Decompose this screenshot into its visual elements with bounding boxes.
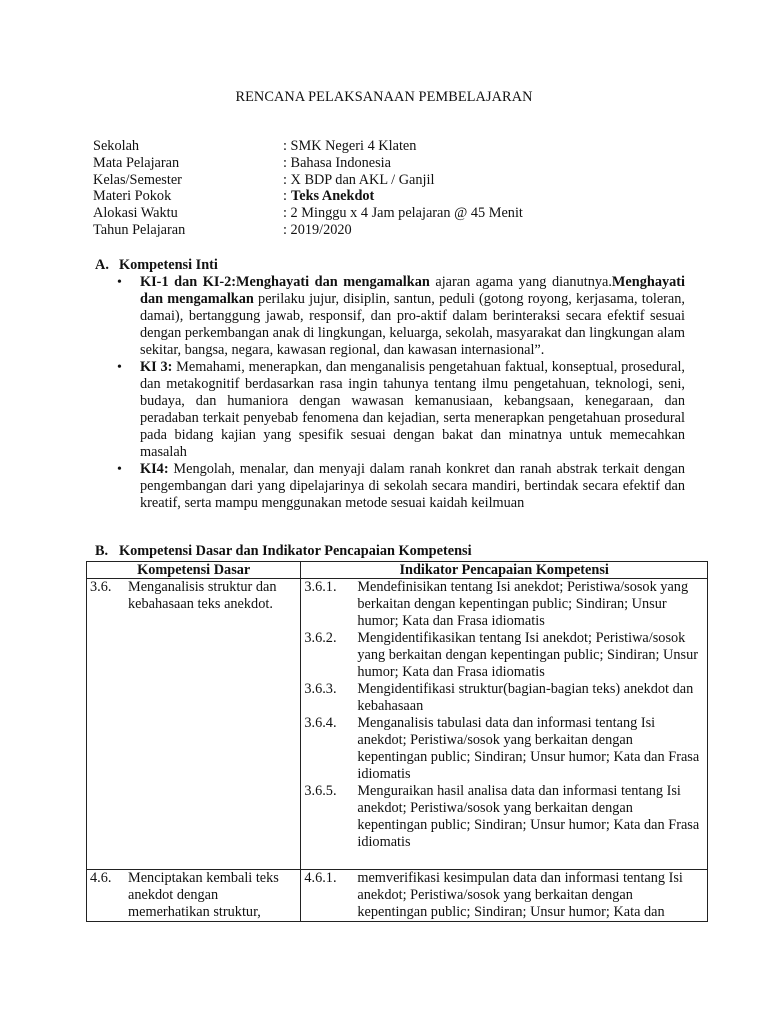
ki-text: Mengolah, menalar, dan menyaji dalam ranah konkret dan ranah abstrak terkait dengan pengembangan dari yang dipelajarinya di sekolah secara mandiri, bertindak secara efektif dan kreatif, serta mampu menggunakan metode sesuai kaidah keilmuan bbox=[140, 461, 685, 511]
table-row bbox=[87, 579, 708, 870]
indicator-number: 3.6.1. bbox=[304, 579, 337, 595]
info-value: : 2019/2020 bbox=[283, 221, 352, 238]
section-kompetensi-inti bbox=[95, 257, 685, 512]
section-heading bbox=[95, 543, 472, 560]
info-value: : SMK Negeri 4 Klaten bbox=[283, 138, 417, 154]
indicator-text: Menganalisis tabulasi data dan informasi tentang Isi anekdot; Peristiwa/sosok yang berkaitan dengan kepentingan public; Sindiran; Unsur humor; Kata dan Frasa idiomatis bbox=[357, 715, 700, 782]
document-title: RENCANA PELAKSANAAN PEMBELAJARAN bbox=[235, 89, 533, 105]
bullet-icon: • bbox=[117, 360, 122, 375]
indicator-number: 3.6.5. bbox=[304, 783, 337, 799]
section-heading-text: Kompetensi Inti bbox=[119, 257, 218, 273]
list-item bbox=[304, 579, 704, 630]
list-item bbox=[95, 274, 685, 359]
info-row-mata-pelajaran bbox=[93, 155, 523, 172]
ki-paragraph bbox=[140, 359, 685, 461]
info-label: Sekolah bbox=[93, 138, 140, 154]
info-value: : Bahasa Indonesia bbox=[283, 154, 391, 171]
indicator-list bbox=[304, 579, 704, 869]
info-label: Mata Pelajaran bbox=[93, 154, 180, 171]
info-colon: : bbox=[283, 188, 287, 205]
indicator-list bbox=[304, 870, 704, 921]
section-letter: B. bbox=[95, 543, 109, 559]
section-heading-text: Kompetensi Dasar dan Indikator Pencapaian Kompetensi bbox=[119, 543, 472, 559]
list-item bbox=[304, 715, 704, 783]
indicator-text: memverifikasi kesimpulan data dan informasi tentang Isi anekdot; Peristiwa/sosok yang berkaitan dengan kepentingan public; Sindiran; Unsur humor; Kata dan bbox=[357, 870, 683, 920]
info-row-materi-pokok bbox=[93, 188, 523, 205]
indicator-text: Mengidentifikasi struktur(bagian-bagian teks) anekdot dan kebahasaan bbox=[357, 681, 694, 714]
ki-text: Memahami, menerapkan, dan menganalisis pengetahuan faktual, konseptual, prosedural, dan metakognitif berdasarkan rasa ingin tahunya tentang ilmu pengetahuan, teknologi, seni, budaya, dan humaniora dengan wawasan kemanusiaan, kebangsaan, kenegaraan, dan peradaban terkait penyebab fenomena dan kejadian, serta menerapkan pengetahuan prosedural pada bidang kajian yang spesifik sesuai dengan bakat dan minatnya untuk memecahkan masalah bbox=[140, 359, 686, 460]
info-label: Tahun Pelajaran bbox=[93, 221, 186, 238]
kd-text: Menciptakan kembali teks anekdot dengan memerhatikan struktur, bbox=[128, 870, 279, 920]
kd-number: 4.6. bbox=[90, 870, 112, 886]
ki-paragraph bbox=[140, 461, 685, 512]
ki-text: ajaran agama yang dianutnya. bbox=[429, 274, 612, 290]
ki-lead: KI4: bbox=[140, 461, 169, 477]
section-kompetensi-dasar bbox=[95, 543, 472, 560]
table-row bbox=[87, 870, 708, 922]
kd-table bbox=[86, 561, 708, 922]
bullet-icon: • bbox=[117, 462, 122, 477]
info-value: : X BDP dan AKL / Ganjil bbox=[283, 171, 435, 188]
column-header: Kompetensi Dasar bbox=[87, 562, 301, 579]
info-row-alokasi-waktu bbox=[93, 205, 523, 222]
kd-entry bbox=[90, 870, 297, 921]
section-letter: A. bbox=[95, 257, 109, 273]
info-label: Kelas/Semester bbox=[93, 171, 182, 188]
info-value: : 2 Minggu x 4 Jam pelajaran @ 45 Menit bbox=[283, 205, 523, 222]
indicator-cell bbox=[301, 870, 708, 922]
indicator-number: 3.6.4. bbox=[304, 715, 337, 731]
kd-entry bbox=[90, 579, 297, 613]
ki-lead-2: Menghayati dan mengamalkan bbox=[140, 274, 685, 307]
indicator-number: 4.6.1. bbox=[304, 870, 337, 886]
identity-block bbox=[93, 138, 523, 239]
indicator-number: 3.6.3. bbox=[304, 681, 337, 697]
info-row-sekolah bbox=[93, 138, 523, 155]
ki-list bbox=[95, 274, 685, 512]
ki-lead: KI-1 dan KI-2:Menghayati dan mengamalkan bbox=[140, 274, 430, 290]
column-header: Indikator Pencapaian Kompetensi bbox=[301, 562, 708, 579]
table-header-row bbox=[87, 562, 708, 579]
indicator-text: Menguraikan hasil analisa data dan informasi tentang Isi anekdot; Peristiwa/sosok yang berkaitan dengan kepentingan public; Sindiran; Unsur humor; Kata dan Frasa idiomatis bbox=[357, 783, 700, 850]
info-value: Teks Anekdot bbox=[291, 188, 375, 205]
list-item bbox=[95, 359, 685, 461]
indicator-text: Mengidentifikasikan tentang Isi anekdot; Peristiwa/sosok yang berkaitan dengan kepentingan public; Sindiran; Unsur humor; Kata dan Frasa idiomatis bbox=[357, 630, 698, 680]
ki-paragraph bbox=[140, 274, 685, 359]
indicator-number: 3.6.2. bbox=[304, 630, 337, 646]
info-label: Alokasi Waktu bbox=[93, 205, 178, 222]
info-row-kelas-semester bbox=[93, 172, 523, 189]
bullet-icon: • bbox=[117, 275, 122, 290]
info-row-tahun-pelajaran bbox=[93, 222, 523, 239]
section-heading bbox=[95, 257, 685, 274]
list-item bbox=[304, 870, 704, 921]
indicator-text: Mendefinisikan tentang Isi anekdot; Peristiwa/sosok yang berkaitan dengan kepentingan public; Sindiran; Unsur humor; Kata dan Frasa idiomatis bbox=[357, 579, 689, 629]
ki-lead: KI 3: bbox=[140, 359, 173, 375]
ki-text-2: perilaku jujur, disiplin, santun, peduli (gotong royong, kerjasama, toleran, damai), bertanggung jawab, responsif, dan pro-aktif dalam berinteraksi secara efektif sesuai dengan perkembangan anak di lingkungan, keluarga, sekolah, masyarakat dan lingkungan alam sekitar, bangsa, negara, kawasan regional, dan kawasan internasional”. bbox=[140, 291, 685, 358]
list-item bbox=[304, 681, 704, 715]
indicator-cell bbox=[301, 579, 708, 870]
list-item bbox=[95, 461, 685, 512]
kd-number: 3.6. bbox=[90, 579, 112, 595]
kd-cell bbox=[87, 579, 301, 870]
info-label: Materi Pokok bbox=[93, 188, 172, 205]
kd-cell bbox=[87, 870, 301, 922]
list-item bbox=[304, 783, 704, 851]
kd-text: Menganalisis struktur dan kebahasaan teks anekdot. bbox=[128, 579, 277, 612]
list-item bbox=[304, 630, 704, 681]
